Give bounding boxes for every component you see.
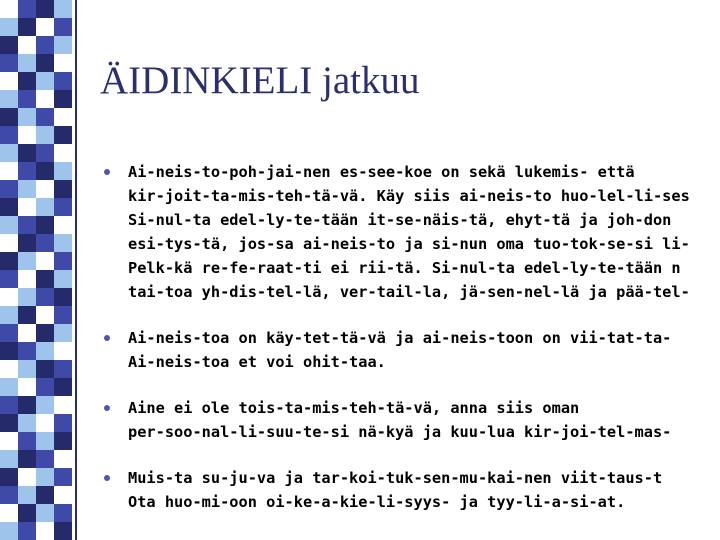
decorative-tile [0,108,18,126]
decorative-tile [54,234,72,252]
decorative-tile [0,378,18,396]
decorative-tile [18,180,36,198]
decorative-tile [0,450,18,468]
decorative-tile [54,252,72,270]
decorative-tile [0,504,18,522]
decorative-tile [18,486,36,504]
decorative-tile [0,396,18,414]
decorative-tile [54,342,72,360]
decorative-tile [0,432,18,450]
decorative-tile [0,414,18,432]
decorative-tile [54,0,72,18]
bullet-line: Pelk-kä re-fe-raat-ti ei rii-tä. Si-nul-ta edel-ly-te-tään n [128,259,681,277]
decorative-tile [36,252,54,270]
decorative-tile [0,486,18,504]
decorative-tile [18,360,36,378]
decorative-tile [0,306,18,324]
decorative-tile [0,342,18,360]
decorative-tile [0,360,18,378]
decorative-tile [36,180,54,198]
decorative-tile [54,180,72,198]
bullet-dot-icon [104,169,110,175]
bullet-line: Si-nul-ta edel-ly-te-tään it-se-näis-tä, ehyt-tä ja joh-don [128,211,672,229]
bullet-line: kir-joit-ta-mis-teh-tä-vä. Käy siis ai-neis-to huo-lel-li-ses [128,187,690,205]
decorative-tile [54,450,72,468]
decorative-tile [18,252,36,270]
decorative-tile [18,306,36,324]
decorative-tile [0,72,18,90]
decorative-tile [54,468,72,486]
decorative-tile [18,90,36,108]
decorative-tile [54,198,72,216]
decorative-tile [36,270,54,288]
decorative-tile [36,324,54,342]
decorative-tile [18,198,36,216]
decorative-tile [18,18,36,36]
decorative-tile [36,522,54,540]
decorative-tile [0,198,18,216]
decorative-tile [54,504,72,522]
decorative-tile [18,144,36,162]
bullet-line: Muis-ta su-ju-va ja tar-koi-tuk-sen-mu-kai-nen viit-taus-t [128,469,663,487]
decorative-tile [18,450,36,468]
decorative-tile [18,162,36,180]
decorative-tile [36,342,54,360]
decorative-tile [36,90,54,108]
decorative-tile [18,522,36,540]
decorative-tile [54,216,72,234]
decorative-tile [36,144,54,162]
decorative-tile [0,234,18,252]
decorative-tile [0,144,18,162]
decorative-tile [0,54,18,72]
decorative-tile [0,522,18,540]
decorative-tile [36,234,54,252]
decorative-tile [18,324,36,342]
decorative-tile [0,180,18,198]
decorative-tile [0,18,18,36]
decorative-tile [36,486,54,504]
decorative-tile [54,306,72,324]
decorative-tile [18,0,36,18]
decorative-tile [18,234,36,252]
decorative-tile [0,324,18,342]
decorative-tile [18,414,36,432]
decorative-tile [18,396,36,414]
decorative-tile [54,162,72,180]
bullet-line: Ai-neis-toa et voi ohit-taa. [128,353,386,371]
decorative-tile [36,162,54,180]
decorative-tile [0,270,18,288]
decorative-tile [18,378,36,396]
decorative-tile [54,72,72,90]
bullet-line: tai-toa yh-dis-tel-lä, ver-tail-la, jä-sen-nel-lä ja pää-tel- [128,283,690,301]
bullet-dot-icon [104,475,110,481]
decorative-tile [0,288,18,306]
decorative-tile [18,468,36,486]
decorative-tile [0,252,18,270]
bullet-dot-icon [104,405,110,411]
bullet-item-4 [104,466,720,514]
decorative-tile [36,126,54,144]
decorative-tile [36,432,54,450]
vertical-divider [75,0,77,540]
decorative-tile [36,0,54,18]
decorative-tile [18,504,36,522]
decorative-tile [36,396,54,414]
decorative-tile [0,468,18,486]
decorative-tile [54,378,72,396]
bullet-dot-icon [104,335,110,341]
decorative-tile [54,144,72,162]
decorative-tile [36,468,54,486]
decorative-tile [54,54,72,72]
decorative-tile [36,504,54,522]
bullet-line: Ai-neis-to-poh-jai-nen es-see-koe on sekä lukemis- että [128,163,635,181]
decorative-tile [36,288,54,306]
decorative-tile [18,54,36,72]
decorative-tile [0,126,18,144]
decorative-tile [36,18,54,36]
bullet-list [104,160,720,514]
decorative-tile [18,270,36,288]
decorative-tile [36,306,54,324]
decorative-tile [36,378,54,396]
bullet-line: per-soo-nal-li-suu-te-si nä-kyä ja kuu-lua kir-joi-tel-mas- [128,423,672,441]
decorative-tile [54,396,72,414]
decorative-tile [54,270,72,288]
decorative-tile [18,342,36,360]
decorative-tile [54,126,72,144]
decorative-tile [54,432,72,450]
decorative-tile [36,414,54,432]
decorative-tile [54,18,72,36]
decorative-tile [36,360,54,378]
bullet-line: esi-tys-tä, jos-sa ai-neis-to ja si-nun oma tuo-tok-se-si li- [128,235,690,253]
decorative-tile [36,72,54,90]
decorative-tile [54,90,72,108]
decorative-tile [36,198,54,216]
decorative-tile [54,288,72,306]
decorative-tile [18,432,36,450]
decorative-tile [18,108,36,126]
decorative-tile [18,36,36,54]
decorative-tile [18,126,36,144]
decorative-tile [18,288,36,306]
bullet-item-2 [104,326,720,374]
decorative-tile [36,54,54,72]
decorative-tile [54,108,72,126]
decorative-tile [18,72,36,90]
decorative-tile [54,360,72,378]
decorative-tile [18,216,36,234]
decorative-tile [54,324,72,342]
decorative-tile [36,36,54,54]
decorative-tile [0,216,18,234]
bullet-line: Aine ei ole tois-ta-mis-teh-tä-vä, anna siis oman [128,399,580,417]
decorative-tile [54,522,72,540]
bullet-line: Ai-neis-toa on käy-tet-tä-vä ja ai-neis-toon on vii-tat-ta- [128,329,672,347]
decorative-tile [36,216,54,234]
slide-title: ÄIDINKIELI jatkuu [100,59,420,102]
decorative-tile [36,450,54,468]
decorative-tile [0,0,18,18]
bullet-line: Ota huo-mi-oon oi-ke-a-kie-li-syys- ja tyy-li-a-si-at. [128,493,626,511]
decorative-tile [54,414,72,432]
decorative-tile [0,90,18,108]
decorative-tile [54,486,72,504]
bullet-item-3 [104,396,720,444]
decorative-tile [36,108,54,126]
bullet-item-1 [104,160,720,304]
decorative-tile-strip [0,0,72,540]
decorative-tile [54,36,72,54]
decorative-tile [0,36,18,54]
decorative-tile [0,162,18,180]
